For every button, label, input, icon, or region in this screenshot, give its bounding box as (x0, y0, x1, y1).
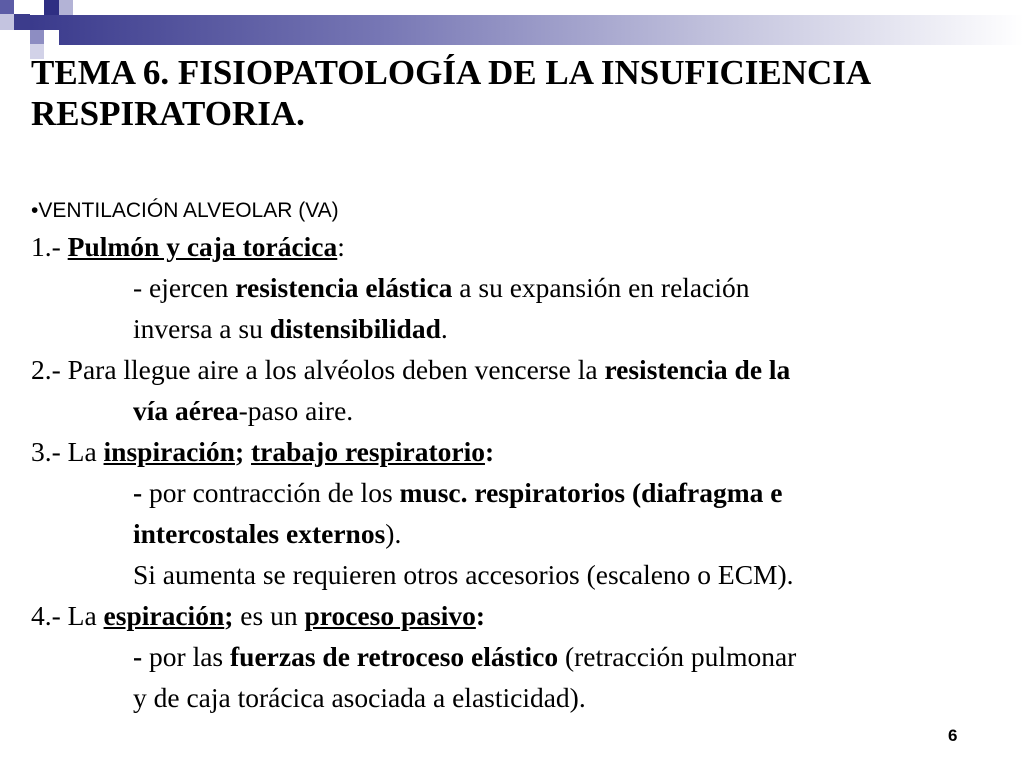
bold-term: vía aérea (133, 395, 239, 426)
deco-square (30, 30, 44, 44)
slide-title (31, 52, 1001, 134)
text-span: -paso aire. (238, 395, 354, 426)
text-span: 2.- Para llegue aire a los alvéolos deben vencerse la (31, 354, 605, 385)
item-3-line-4: Si aumenta se requieren otros accesorios (escaleno o ECM). (133, 559, 794, 590)
header-gradient-band (30, 15, 1024, 45)
bold-term: fuerzas de retroceso elástico (230, 641, 559, 672)
text-span: inversa a su (133, 313, 270, 344)
bold-term: resistencia elástica (235, 272, 453, 303)
text-span: ; (234, 436, 245, 467)
item-1-number: 1.- (31, 231, 68, 262)
item-4-line-2 (31, 636, 1011, 677)
text-span: ( (625, 477, 642, 508)
underlined-term: espiración (103, 600, 225, 631)
underlined-term: trabajo respiratorio (251, 436, 485, 467)
item-2-line-1 (31, 349, 1011, 390)
item-3-line-3 (31, 513, 1011, 554)
text-span: - (133, 477, 150, 508)
item-1-colon: : (337, 231, 345, 262)
deco-square (0, 14, 14, 30)
text-span (244, 436, 251, 467)
item-1-line-2 (31, 267, 1011, 308)
section-bullet: •VENTILACIÓN ALVEOLAR (VA) (31, 199, 339, 222)
underlined-term: proceso pasivo (304, 600, 476, 631)
bold-term: intercostales externos (133, 518, 386, 549)
deco-square (14, 0, 30, 14)
text-span: a su expansión en relación (452, 272, 750, 303)
deco-square (44, 30, 59, 44)
item-3-line-2 (31, 472, 1011, 513)
item-4-heading-line (31, 595, 1011, 636)
item-1-heading-line (31, 226, 1011, 267)
item-3-number: 3.- La (31, 436, 104, 467)
item-4-line-3: y de caja torácica asociada a elasticidad). (133, 682, 586, 713)
text-span: - ejercen (133, 272, 236, 303)
text-span: : (484, 436, 495, 467)
text-span: por las (149, 641, 231, 672)
title-line-2: RESPIRATORIA. (31, 94, 305, 133)
deco-square (44, 0, 59, 15)
bold-term: distensibilidad (269, 313, 441, 344)
text-span: ; (224, 600, 234, 631)
text-span: ). (385, 518, 402, 549)
slide-body (31, 226, 1011, 718)
bold-term: musc. respiratorios (399, 477, 626, 508)
title-line-1: TEMA 6. FISIOPATOLOGÍA DE LA INSUFICIENCIA (31, 53, 872, 92)
item-2-line-2 (31, 390, 1011, 431)
text-span: (retracción pulmonar (558, 641, 797, 672)
item-1-heading: Pulmón y caja torácica (67, 231, 338, 262)
underlined-term: inspiración (103, 436, 235, 467)
text-span: . (440, 313, 448, 344)
deco-square (0, 0, 14, 14)
text-span: - (133, 641, 150, 672)
text-span: : (475, 600, 486, 631)
bold-term: resistencia de la (604, 354, 791, 385)
item-1-line-3 (31, 308, 1011, 349)
bold-term: diafragma e (641, 477, 783, 508)
deco-square (14, 14, 30, 30)
text-span: por contracción de los (149, 477, 400, 508)
page-number: 6 (948, 726, 958, 745)
deco-square (30, 0, 44, 15)
item-3-heading-line (31, 431, 1011, 472)
text-span: es un (233, 600, 305, 631)
deco-square (14, 30, 30, 44)
item-4-number: 4.- La (31, 600, 104, 631)
deco-square (59, 0, 73, 15)
